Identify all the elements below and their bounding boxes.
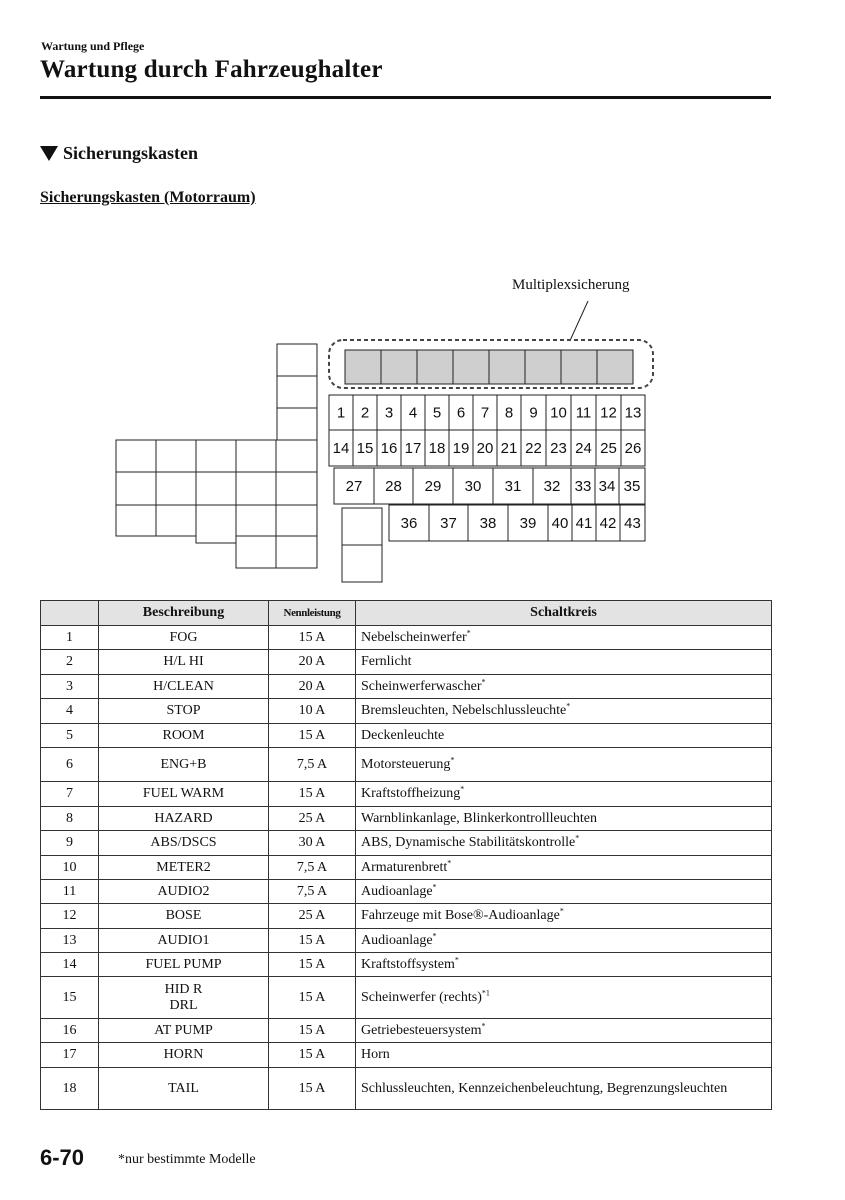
fuse-number-cell: 9 xyxy=(41,831,99,856)
table-row xyxy=(41,782,772,807)
fuse-slot xyxy=(413,468,453,504)
fuse-slot-number: 28 xyxy=(385,478,402,495)
fuse-description-cell xyxy=(99,650,269,675)
circuit-text: Deckenleuchte xyxy=(361,727,445,743)
circuit-text: Bremsleuchten, Nebelschlussleuchte xyxy=(361,703,567,718)
multiplex-fuse-cells xyxy=(345,350,633,384)
fuse-rating-cell: 20 A xyxy=(269,650,356,675)
fuse-slot-number: 17 xyxy=(404,440,422,457)
header-num xyxy=(41,601,99,626)
fuse-number-cell: 4 xyxy=(41,699,99,724)
multiplex-fuse-slot xyxy=(489,350,525,384)
circuit-text: Kraftstoffheizung xyxy=(361,786,461,801)
fuse-slot xyxy=(508,505,548,541)
fuse-description: ROOM xyxy=(162,727,205,743)
multiplex-fuse-slot xyxy=(597,350,633,384)
fuse-circuit-cell xyxy=(356,880,772,904)
circuit-text: Warnblinkanlage, Blinkerkontrollleuchten xyxy=(361,810,598,826)
circuit-text: Fahrzeuge mit Bose®-Audioanlage xyxy=(361,908,560,923)
fuse-number-cell: 2 xyxy=(41,650,99,675)
fuse-slot xyxy=(473,430,497,466)
fuse-description: AT PUMP xyxy=(154,1022,213,1038)
fuse-slot xyxy=(596,395,621,430)
multiplex-fuse-label: Multiplexsicherung xyxy=(512,277,630,293)
fuse-slot-number: 10 xyxy=(550,404,567,422)
fuse-slot xyxy=(334,468,374,504)
fuse-slot-number: 24 xyxy=(575,440,592,457)
fuse-description: HID R xyxy=(164,981,203,997)
fuse-description-cell xyxy=(99,1043,269,1068)
fuse-description: FUEL PUMP xyxy=(145,956,222,972)
fuse-number-cell: 13 xyxy=(41,929,99,953)
fuse-description: DRL xyxy=(169,997,198,1013)
fuse-circuit-cell xyxy=(356,650,772,675)
fuse-circuit-cell xyxy=(356,1019,772,1043)
fuse-number-cell: 12 xyxy=(41,904,99,929)
fuse-slot-number: 4 xyxy=(408,404,418,422)
table-row xyxy=(41,748,772,782)
fuse-rating-cell: 15 A xyxy=(269,1019,356,1043)
fuse-description-cell xyxy=(99,1068,269,1110)
fuse-slot xyxy=(353,430,377,466)
circuit-text: Fernlicht xyxy=(361,654,412,669)
fuse-slot xyxy=(353,395,377,430)
fuse-description-cell xyxy=(99,807,269,831)
fuse-number-cell: 6 xyxy=(41,748,99,782)
table-row xyxy=(41,724,772,748)
fuse-description: H/CLEAN xyxy=(153,678,214,694)
footnote-marker: * xyxy=(575,833,580,843)
footnote-marker: * xyxy=(450,754,455,764)
fuse-slot-number: 11 xyxy=(575,404,592,422)
multiplex-fuse-slot xyxy=(345,350,381,384)
footnote-marker: * xyxy=(559,906,564,916)
left-fuse-block xyxy=(116,344,317,568)
circuit-text: Getriebesteuersystem xyxy=(361,1022,482,1038)
circuit-text: Schlussleuchten, Kennzeichenbeleuchtung, Begrenzungsleuchten xyxy=(361,1080,728,1096)
fuse-rating-cell: 7,5 A xyxy=(269,748,356,782)
table-header-row xyxy=(41,601,772,626)
footnote: *nur bestimmte Modelle xyxy=(118,1152,256,1167)
multiplex-fuse-slot xyxy=(453,350,489,384)
fuse-rating-cell: 15 A xyxy=(269,626,356,650)
header-description: Beschreibung xyxy=(99,601,269,626)
fuse-rating-cell: 30 A xyxy=(269,831,356,856)
fuse-slot-number: 14 xyxy=(332,440,350,457)
footnote-marker: * xyxy=(566,701,571,711)
fuse-slot-number: 3 xyxy=(384,404,394,422)
fuse-description: ENG+B xyxy=(160,756,207,772)
fuse-description-cell xyxy=(99,675,269,699)
fuse-slot xyxy=(468,505,508,541)
page-title: Wartung durch Fahrzeughalter xyxy=(40,56,383,83)
circuit-text: Motorsteuerung xyxy=(361,756,451,772)
multiplex-leader-line xyxy=(568,301,588,345)
multiplex-fuse-slot xyxy=(417,350,453,384)
fuse-slot-number: 32 xyxy=(543,478,561,495)
table-row xyxy=(41,880,772,904)
fuse-number-cell: 17 xyxy=(41,1043,99,1068)
fuse-rating-cell: 7,5 A xyxy=(269,856,356,880)
fuse-slot xyxy=(571,468,595,504)
fuse-slot xyxy=(621,430,645,466)
fuse-slot-number: 5 xyxy=(432,404,442,422)
fuse-rating-cell: 15 A xyxy=(269,1043,356,1068)
fuse-slot-number: 34 xyxy=(598,478,616,495)
fuse-slot-number: 7 xyxy=(480,404,490,422)
fuse-description-cell xyxy=(99,1019,269,1043)
fuse-description: STOP xyxy=(166,703,201,718)
fuse-slot-number: 13 xyxy=(624,404,642,422)
fuse-slot-number: 23 xyxy=(550,440,567,457)
fuse-slot xyxy=(493,468,533,504)
fuse-slot xyxy=(425,395,449,430)
table-row xyxy=(41,1043,772,1068)
fuse-slot-number: 16 xyxy=(380,440,398,457)
circuit-text: Audioanlage xyxy=(361,883,433,899)
fuse-slot xyxy=(595,468,619,504)
fuse-description: HAZARD xyxy=(154,810,213,826)
fuse-slot xyxy=(497,430,521,466)
table-row xyxy=(41,856,772,880)
fuse-slot-number: 37 xyxy=(440,515,457,532)
fuse-slot-number: 2 xyxy=(360,404,370,422)
fuse-slot xyxy=(449,430,473,466)
fuse-slot-number: 33 xyxy=(574,478,592,495)
footnote-marker: * xyxy=(454,954,459,964)
fuse-slot-number: 9 xyxy=(529,404,538,422)
header-circuit: Schaltkreis xyxy=(356,601,772,626)
circuit-text: Armaturenbrett xyxy=(361,859,448,875)
fuse-slot-number: 43 xyxy=(624,515,641,532)
fuse-description-cell xyxy=(99,856,269,880)
fuse-description-cell xyxy=(99,626,269,650)
circuit-text: Audioanlage xyxy=(361,932,433,948)
fuse-slot-number: 26 xyxy=(624,440,642,457)
fuse-description-cell xyxy=(99,748,269,782)
fuse-slot xyxy=(329,395,353,430)
fuse-description-cell xyxy=(99,880,269,904)
fuse-description: AUDIO1 xyxy=(157,932,210,948)
fuse-description-cell xyxy=(99,699,269,724)
fuse-description: TAIL xyxy=(168,1080,199,1096)
fuse-slot-number: 27 xyxy=(345,478,363,495)
fuse-slot-number: 18 xyxy=(428,440,446,457)
fuse-slot-number: 8 xyxy=(504,404,514,422)
fuse-description-cell xyxy=(99,724,269,748)
fuse-description: METER2 xyxy=(156,859,211,875)
fuse-slot-number: 39 xyxy=(519,515,537,532)
fuse-rating-cell: 15 A xyxy=(269,724,356,748)
multiplex-fuse-slot xyxy=(525,350,561,384)
fuse-slot xyxy=(425,430,449,466)
fuse-slot xyxy=(329,430,353,466)
fuse-circuit-cell xyxy=(356,953,772,977)
table-row xyxy=(41,953,772,977)
fuse-number-cell: 1 xyxy=(41,626,99,650)
fuse-slot xyxy=(521,395,546,430)
fuse-slot-number: 6 xyxy=(456,404,466,422)
table-row xyxy=(41,977,772,1019)
fuse-slot-number: 40 xyxy=(551,515,569,532)
footnote-marker: * xyxy=(432,930,437,940)
fuse-slot xyxy=(401,430,425,466)
fuse-circuit-cell xyxy=(356,675,772,699)
fuse-slot xyxy=(571,430,596,466)
fuse-slot-number: 29 xyxy=(424,478,442,495)
footnote-marker: * xyxy=(466,627,471,637)
section-heading-text: Sicherungskasten xyxy=(63,143,199,163)
fuse-table xyxy=(40,600,772,1110)
fuse-slot-number: 30 xyxy=(464,478,482,495)
fuse-slot-number: 36 xyxy=(400,515,418,532)
fuse-slot xyxy=(596,430,621,466)
fuse-rating-cell: 20 A xyxy=(269,675,356,699)
page-number: 6-70 xyxy=(40,1145,85,1170)
fuse-slot xyxy=(377,395,401,430)
fuse-rating-cell: 25 A xyxy=(269,807,356,831)
fuse-circuit-cell xyxy=(356,626,772,650)
fuse-slot-number: 38 xyxy=(479,515,497,532)
header-rating: Nennleistung xyxy=(269,601,356,626)
fuse-circuit-cell xyxy=(356,929,772,953)
fuse-slot xyxy=(596,505,620,541)
fuse-number-cell: 7 xyxy=(41,782,99,807)
table-row xyxy=(41,699,772,724)
fuse-description: AUDIO2 xyxy=(157,883,210,899)
fuse-slot xyxy=(521,430,546,466)
table-row xyxy=(41,626,772,650)
table-row xyxy=(41,831,772,856)
table-row xyxy=(41,807,772,831)
fuse-slot xyxy=(473,395,497,430)
fuse-rating-cell: 15 A xyxy=(269,953,356,977)
circuit-text: Nebelscheinwerfer xyxy=(361,629,467,645)
fuse-description-cell xyxy=(99,782,269,807)
footnote-marker: * xyxy=(447,857,452,867)
fuse-slot xyxy=(621,395,645,430)
table-row xyxy=(41,1019,772,1043)
fuse-slot-number: 35 xyxy=(623,478,641,495)
table-row xyxy=(41,904,772,929)
table-row xyxy=(41,929,772,953)
fuse-slot xyxy=(533,468,571,504)
fuse-rating-cell: 15 A xyxy=(269,1068,356,1110)
footnote-marker: *1 xyxy=(481,987,490,997)
section-label: Wartung und Pflege xyxy=(41,39,145,53)
fuse-circuit-cell xyxy=(356,831,772,856)
fuse-description: FOG xyxy=(169,629,198,645)
fuse-circuit-cell xyxy=(356,807,772,831)
fuse-number-cell: 11 xyxy=(41,880,99,904)
fuse-slot-number: 21 xyxy=(500,440,518,457)
subsection-heading: Sicherungskasten (Motorraum) xyxy=(40,189,256,206)
fuse-circuit-cell xyxy=(356,856,772,880)
footnote-marker: * xyxy=(481,676,486,686)
fuse-slot xyxy=(389,505,429,541)
fuse-number-cell: 3 xyxy=(41,675,99,699)
fuse-circuit-cell xyxy=(356,782,772,807)
fuse-slot-number: 20 xyxy=(476,440,494,457)
footnote-marker: * xyxy=(432,881,437,891)
fuse-number-cell: 18 xyxy=(41,1068,99,1110)
fuse-circuit-cell xyxy=(356,748,772,782)
multiplex-fuse-slot xyxy=(561,350,597,384)
fuse-slot xyxy=(619,468,645,504)
fuse-slot-number: 1 xyxy=(336,404,346,422)
fuse-description-cell xyxy=(99,831,269,856)
fuse-slot xyxy=(453,468,493,504)
fuse-number-cell: 16 xyxy=(41,1019,99,1043)
fuse-circuit-cell xyxy=(356,1068,772,1110)
fuse-description: FUEL WARM xyxy=(142,786,225,801)
table-row xyxy=(41,1068,772,1110)
fuse-description-cell xyxy=(99,904,269,929)
fuse-circuit-cell xyxy=(356,1043,772,1068)
circuit-text: Scheinwerferwascher xyxy=(361,678,482,694)
circuit-text: Kraftstoffsystem xyxy=(361,956,455,972)
fuse-slot xyxy=(449,395,473,430)
circuit-text: ABS, Dynamische Stabilitätskontrolle xyxy=(361,835,576,850)
fuse-slot-number: 22 xyxy=(525,440,542,457)
fuse-slot xyxy=(620,505,645,541)
circuit-text: Horn xyxy=(361,1047,390,1062)
fuse-slot xyxy=(377,430,401,466)
fuse-rating-cell: 25 A xyxy=(269,904,356,929)
fuse-description: H/L HI xyxy=(163,654,204,669)
fuse-rating-cell: 15 A xyxy=(269,929,356,953)
fuse-description-cell xyxy=(99,953,269,977)
fuse-slot xyxy=(571,395,596,430)
fuse-description: HORN xyxy=(163,1047,204,1062)
fuse-slot-number: 41 xyxy=(575,515,593,532)
fuse-slot xyxy=(497,395,521,430)
fuse-circuit-cell xyxy=(356,904,772,929)
fuse-rating-cell: 10 A xyxy=(269,699,356,724)
fuse-rating-cell: 15 A xyxy=(269,782,356,807)
fuse-circuit-cell xyxy=(356,724,772,748)
fuse-slot-number: 15 xyxy=(356,440,374,457)
fuse-description-cell xyxy=(99,929,269,953)
fuse-slot-number: 19 xyxy=(452,440,470,457)
fuse-slot-number: 42 xyxy=(599,515,617,532)
fuse-rating-cell: 15 A xyxy=(269,977,356,1019)
fuse-slot-number: 31 xyxy=(504,478,522,495)
fuse-description-cell xyxy=(99,977,269,1019)
fuse-slot xyxy=(572,505,596,541)
fuse-number-cell: 10 xyxy=(41,856,99,880)
fuse-number-cell: 8 xyxy=(41,807,99,831)
fuse-number-cell: 14 xyxy=(41,953,99,977)
small-relay-block xyxy=(342,508,382,582)
fuse-description: BOSE xyxy=(165,908,202,923)
fuse-slot xyxy=(401,395,425,430)
fuse-number-cell: 15 xyxy=(41,977,99,1019)
fuse-slot xyxy=(374,468,413,504)
fuse-circuit-cell xyxy=(356,977,772,1019)
fuse-slot xyxy=(548,505,572,541)
fuse-circuit-cell xyxy=(356,699,772,724)
table-row xyxy=(41,675,772,699)
fuse-slot xyxy=(546,430,571,466)
fuse-slot xyxy=(429,505,468,541)
table-row xyxy=(41,650,772,675)
footnote-marker: * xyxy=(460,784,465,794)
circuit-text: Scheinwerfer (rechts) xyxy=(361,989,482,1005)
fuse-slot xyxy=(546,395,571,430)
fuse-slot-number: 12 xyxy=(600,404,617,422)
fuse-slot-number: 25 xyxy=(600,440,617,457)
fuse-number-cell: 5 xyxy=(41,724,99,748)
fuse-description: ABS/DSCS xyxy=(150,835,217,850)
multiplex-fuse-slot xyxy=(381,350,417,384)
footnote-marker: * xyxy=(481,1020,486,1030)
fuse-rating-cell: 7,5 A xyxy=(269,880,356,904)
